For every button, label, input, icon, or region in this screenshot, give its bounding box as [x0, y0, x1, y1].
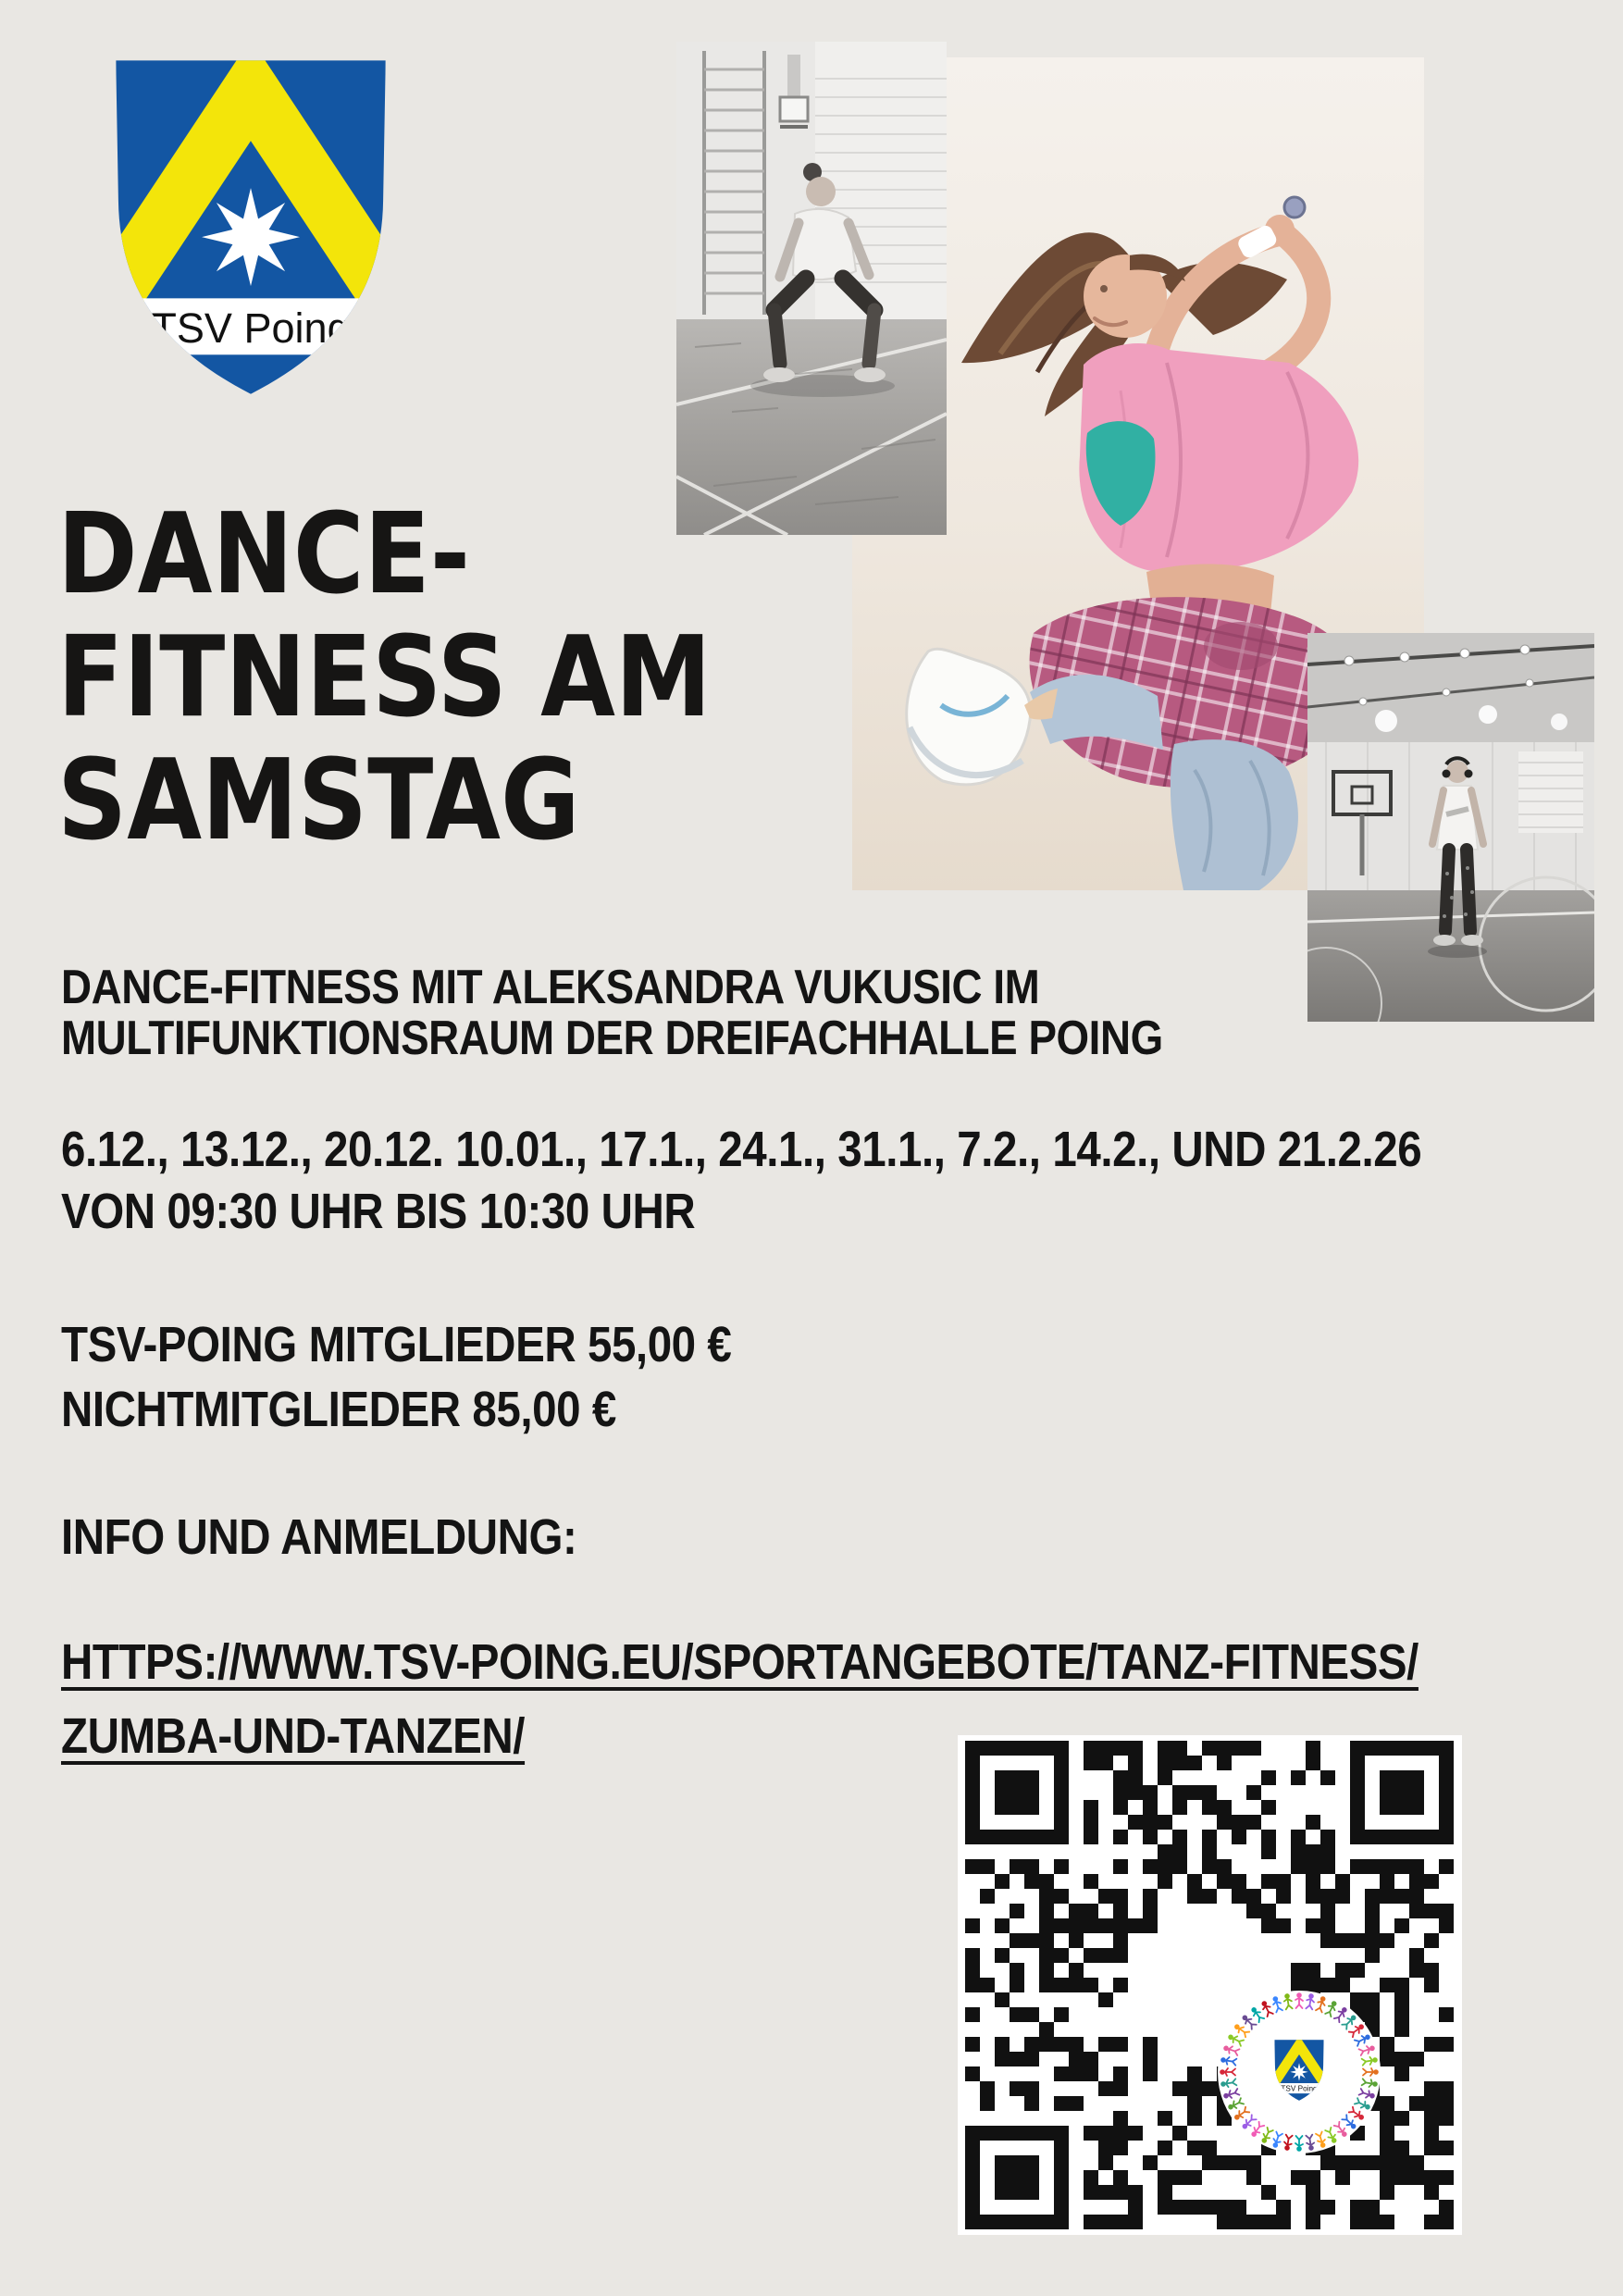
registration-url-line-1[interactable]: HTTPS://WWW.TSV-POING.EU/SPORTANGEBOTE/TANZ-FITNESS/ [61, 1634, 1419, 1690]
schedule-dates: 6.12., 13.12., 20.12. 10.01., 17.1., 24.1., 31.1., 7.2., 14.2., UND 21.2.26 [61, 1122, 1422, 1177]
tsv-poing-logo [104, 54, 398, 401]
schedule [61, 1119, 1421, 1243]
page-title [57, 490, 712, 865]
registration-url-line-2[interactable]: ZUMBA-UND-TANZEN/ [61, 1708, 526, 1764]
title-line-3: SAMSTAG [57, 737, 580, 865]
schedule-time: VON 09:30 UHR BIS 10:30 UHR [61, 1184, 696, 1239]
photo-standing-bw [1307, 633, 1594, 1022]
subheading [61, 962, 1163, 1064]
qr-code [958, 1735, 1462, 2235]
title-line-2: FITNESS AM [57, 614, 712, 742]
subheading-line-1: DANCE-FITNESS MIT ALEKSANDRA VUKUSIC IM [61, 961, 1040, 1014]
info-label: INFO UND ANMELDUNG: [61, 1509, 577, 1565]
pricing [61, 1312, 731, 1442]
qr-pattern [965, 1741, 1455, 2229]
price-members: TSV-POING MITGLIEDER 55,00 € [61, 1317, 732, 1372]
photo-squat-bw [676, 42, 947, 535]
title-line-1: DANCE- [57, 490, 471, 619]
subheading-line-2: MULTIFUNKTIONSRAUM DER DREIFACHHALLE POING [61, 1011, 1163, 1065]
price-non-members: NICHTMITGLIEDER 85,00 € [61, 1382, 616, 1437]
